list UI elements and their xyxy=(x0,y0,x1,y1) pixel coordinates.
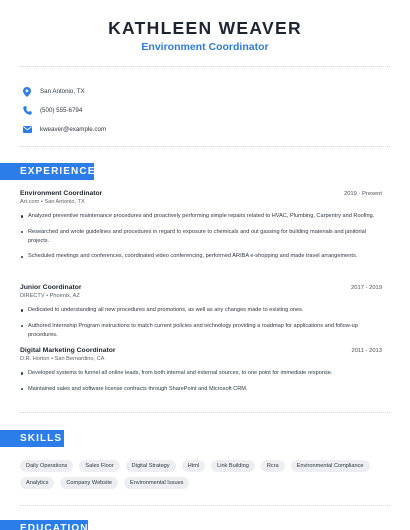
candidate-title: Environment Coordinator xyxy=(141,41,269,53)
job-company: D.R. Horton xyxy=(20,356,50,362)
skill-chip: Daily Operations xyxy=(20,460,73,472)
job-location: San Antonio, TX xyxy=(44,199,85,205)
job-title: Digital Marketing Coordinator xyxy=(20,347,116,354)
job-company: DIRECTV xyxy=(20,293,45,299)
bullet-item: Researched and wrote guidelines and procedures in regard to exposure to chemicals and out gassing for building materials and janitorial projects. xyxy=(20,228,382,246)
contact-phone xyxy=(22,101,106,120)
job-dates: 2019 - Present xyxy=(343,191,382,197)
skills-list xyxy=(20,460,390,489)
divider xyxy=(20,146,390,147)
phone-icon xyxy=(22,106,32,116)
contact-phone-text: (500) 555-6794 xyxy=(40,107,83,114)
skill-chip: Sales Floor xyxy=(79,460,119,472)
job-company-location: DIRECTV • Phoenix, AZ xyxy=(20,293,80,299)
skill-chip: Html xyxy=(182,460,206,472)
contact-location xyxy=(22,82,106,101)
skill-chip: Rcra xyxy=(261,460,285,472)
job-dates: 2017 - 2019 xyxy=(351,285,382,291)
email-icon xyxy=(22,125,32,135)
bullet-item: Maintained sales and software license contracts through SharePoint and Microsoft CRM. xyxy=(20,385,382,394)
skill-chip: Company Website xyxy=(60,477,118,489)
skill-chip: Environmental Issues xyxy=(124,477,189,489)
job-company-location: Art.com • San Antonio, TX xyxy=(20,199,85,205)
job-entry xyxy=(20,347,382,401)
contact-location-text: San Antonio, TX xyxy=(40,88,85,95)
location-pin-icon xyxy=(22,87,32,97)
job-dates: 2011 - 2013 xyxy=(351,348,382,354)
job-entry xyxy=(20,284,382,346)
skill-chip: Analytics xyxy=(20,477,54,489)
job-bullets xyxy=(20,306,382,339)
bullet-item: Authored Internship Program instructions to match current policies and technology providing a roadmap for applications and follow-up procedures. xyxy=(20,322,382,340)
contact-email-text: kweaver@example.com xyxy=(40,126,107,133)
job-title: Junior Coordinator xyxy=(20,284,82,291)
section-header-experience: EXPERIENCE xyxy=(0,163,94,180)
section-header-education: EDUCATION xyxy=(0,520,88,530)
job-company: Art.com xyxy=(20,199,40,205)
job-bullets xyxy=(20,369,382,394)
divider xyxy=(20,66,390,67)
skill-chip: Link Building xyxy=(211,460,255,472)
skill-chip: Environmental Compliance xyxy=(291,460,370,472)
job-title: Environment Coordinator xyxy=(20,190,103,197)
skill-chip: Digital Strategy xyxy=(126,460,176,472)
bullet-item: Dedicated to understanding all new procedures and promotions, as well as any changes made to existing ones. xyxy=(20,306,382,315)
job-company-location: D.R. Horton • San Bernardino, CA xyxy=(20,356,105,362)
job-location: Phoenix, AZ xyxy=(49,293,80,299)
section-header-skills: SKILLS xyxy=(0,430,64,447)
divider xyxy=(20,505,390,506)
divider xyxy=(20,412,390,413)
bullet-item: Analyzed preventive maintenance procedures and proactively performing simple repairs related to HVAC, Plumbing, Carpentry and Roofing. xyxy=(20,212,382,221)
bullet-item: Scheduled meetings and conferences, coordinated video conferencing, performed ARIBA e-shopping and made travel arrangements. xyxy=(20,252,382,261)
bullet-item: Developed systems to funnel all online leads, from both internal and external sources, to one point for immediate response. xyxy=(20,369,382,378)
job-location: San Bernardino, CA xyxy=(54,356,105,362)
candidate-name: KATHLEEN WEAVER xyxy=(108,18,302,38)
contact-list xyxy=(22,82,106,139)
job-entry xyxy=(20,190,382,268)
resume-header xyxy=(0,18,410,53)
contact-email xyxy=(22,120,106,139)
job-bullets xyxy=(20,212,382,261)
